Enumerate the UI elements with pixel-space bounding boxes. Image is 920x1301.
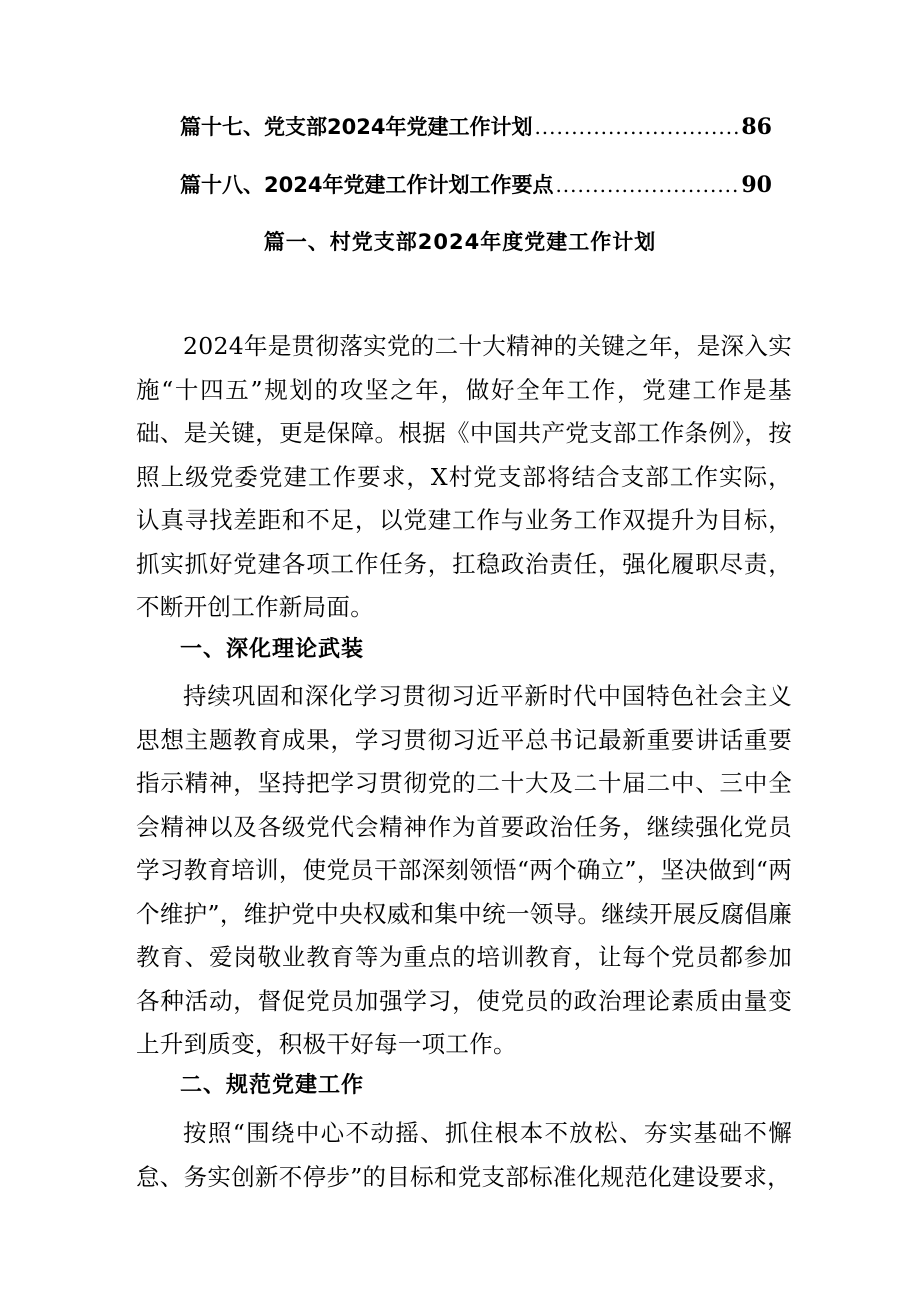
section-heading: 一、深化理论武装 bbox=[180, 637, 365, 662]
toc-entry[interactable] bbox=[180, 112, 772, 142]
section-heading: 二、规范党建工作 bbox=[180, 1073, 365, 1098]
toc-entry-title: 篇十七、党支部2024年党建工作计划 bbox=[180, 115, 533, 139]
toc-entry-page: 86 bbox=[741, 114, 772, 140]
toc-leader-dots bbox=[555, 170, 739, 200]
document-title: 篇一、村党支部2024年度党建工作计划 bbox=[263, 230, 657, 254]
toc-entry[interactable] bbox=[180, 170, 772, 200]
toc-entry-title: 篇十八、2024年党建工作计划工作要点 bbox=[180, 173, 554, 197]
toc-leader-dots bbox=[534, 112, 739, 142]
section-paragraph: 按照“围绕中心不动摇、抓住根本不放松、夯实基础不懈怠、务实创新不停步”的目标和党支部标准化规范化建设要求， bbox=[136, 1119, 792, 1191]
toc-entry-page: 90 bbox=[741, 172, 772, 198]
section-paragraph: 持续巩固和深化学习贯彻习近平新时代中国特色社会主义思想主题教育成果，学习贯彻习近平总书记最新重要讲话重要指示精神，坚持把学习贯彻党的二十大及二十届二中、三中全会精神以及各级党代会精神作为首要政治任务，继续强化党员学习教育培训，使党员干部深刻领悟“两个确立”，坚决做到“两个维护”，维护党中央权威和集中统一领导。继续开展反腐倡廉教育、爱岗敬业教育等为重点的培训教育，让每个党员都参加各种活动，督促党员加强学习，使党员的政治理论素质由量变上升到质变，积极干好每一项工作。 bbox=[136, 682, 792, 1058]
intro-paragraph: 2024年是贯彻落实党的二十大精神的关键之年，是深入实施“十四五”规划的攻坚之年，做好全年工作，党建工作是基础、是关键，更是保障。根据《中国共产党支部工作条例》，按照上级党委党建工作要求，X村党支部将结合支部工作实际，认真寻找差距和不足，以党建工作与业务工作双提升为目标，抓实抓好党建各项工作任务，扛稳政治责任，强化履职尽责，不断开创工作新局面。 bbox=[136, 332, 792, 621]
